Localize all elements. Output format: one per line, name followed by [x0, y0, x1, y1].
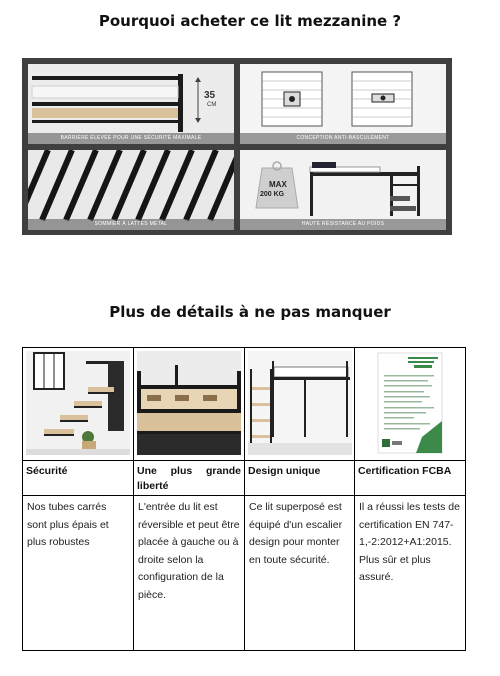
feature-tile-barrier [28, 64, 234, 144]
feature-caption: BARRIÈRE ÉLEVÉE POUR UNE SÉCURITÉ MAXIMALE [28, 133, 234, 144]
weight-badge-label: MAX [269, 180, 287, 189]
column-heading-certification: Certification FCBA [355, 461, 466, 496]
column-heading-freedom: Une plus grande liberté [134, 461, 245, 496]
metal-slats-illustration [28, 150, 234, 230]
image-cell-security [23, 348, 134, 461]
feature-caption: HAUTE RÉSISTANCE AU POIDS [240, 219, 446, 230]
loft-bed-photo [248, 351, 352, 455]
feature-grid [22, 58, 452, 235]
column-text-security: Nos tubes carrés sont plus épais et plus robustes [23, 496, 134, 651]
feature-tile-slats [28, 150, 234, 230]
staircase-photo [26, 351, 130, 455]
page-title: Pourquoi acheter ce lit mezzanine ? [98, 12, 402, 30]
image-cell-certification [355, 348, 466, 461]
barrier-height-unit: CM [207, 102, 217, 108]
details-table [22, 347, 466, 651]
column-text-certification: Il a réussi les tests de certification EN 747-1,-2:2012+A1:2015. Plus sûr et plus assuré. [355, 496, 466, 651]
bed-entry-photo [137, 351, 241, 455]
column-heading-security: Sécurité [23, 461, 134, 496]
wall-anchor-illustration [240, 64, 446, 144]
feature-tile-anti-tip [240, 64, 446, 144]
section-title: Plus de détails à ne pas manquer [109, 303, 391, 321]
feature-caption: SOMMIER À LATTES MÉTAL [28, 219, 234, 230]
column-heading-design: Design unique [245, 461, 355, 496]
certificate-document [358, 351, 462, 455]
image-cell-freedom [134, 348, 245, 461]
feature-tile-weight [240, 150, 446, 230]
barrier-height-badge: 35 [204, 90, 216, 101]
bed-barrier-illustration [28, 64, 234, 144]
weight-badge-value: 200 KG [260, 191, 285, 198]
image-cell-design [245, 348, 355, 461]
column-text-freedom: L'entrée du lit est réversible et peut être placée à gauche ou à droite selon la configuration de la pièce. [134, 496, 245, 651]
loft-bed-weight-illustration [240, 150, 446, 230]
feature-caption: CONCEPTION ANTI-BASCULEMENT [240, 133, 446, 144]
column-text-design: Ce lit superposé est équipé d'un escalier design pour monter en toute sécurité. [245, 496, 355, 651]
